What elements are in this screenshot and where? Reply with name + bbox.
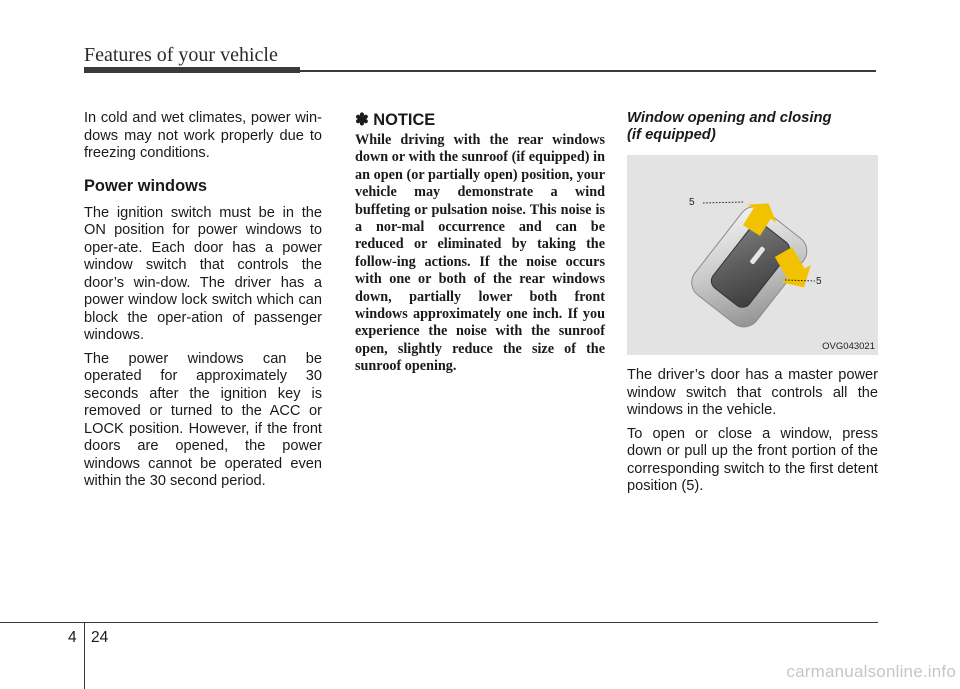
figure-label-top: 5 [689, 197, 695, 208]
subsection-heading-line-2: (if equipped) [627, 126, 716, 143]
subsection-heading [627, 110, 878, 143]
subsection-heading-line-1: Window opening and closing [627, 110, 832, 126]
notice-symbol-icon: ✽ [355, 111, 369, 129]
page-header-title: Features of your vehicle [84, 44, 278, 66]
window-switch-figure [627, 155, 878, 355]
section-heading-power-windows: Power windows [84, 176, 207, 195]
window-switch-illustration [627, 155, 878, 355]
footer-rule-horizontal [0, 622, 878, 623]
header-rule-thick [84, 67, 300, 73]
notice-heading [355, 110, 605, 130]
notice-title: NOTICE [373, 111, 436, 129]
open-close-paragraph: To open or close a window, press down or pull up the front portion of the corresponding switch to the first detent position (5). [627, 425, 878, 494]
column-middle [355, 110, 605, 376]
figure-code: OVG043021 [822, 341, 875, 352]
header-rule-thin [300, 70, 876, 72]
footer-rule-vertical [84, 622, 85, 689]
power-windows-paragraph-2: The power windows can be operated for approximately 30 seconds after the ignition key is removed or turned to the ACC or LOCK position. However, if the front doors are opened, the power windows cannot be operated even within the 30 second period. [84, 350, 322, 489]
notice-body: While driving with the rear windows down or with the sunroof (if equipped) in an open (or partially open) position, your vehicle may demonstrate a wind buffeting or pulsation noise. This noise is a nor-mal occurrence and can be reduced or eliminated by taking the follow-ing actions. If the noise occurs with one or both of the rear windows down, partially lower both front windows approximately one inch. If you experience the noise with the sunroof open, slightly reduce the size of the sunroof opening. [355, 132, 605, 375]
chapter-number: 4 [68, 629, 77, 646]
column-right [627, 110, 878, 502]
intro-paragraph: In cold and wet climates, power win-dows may not work properly due to freezing conditions. [84, 110, 322, 161]
page-number: 24 [91, 629, 109, 646]
column-left [84, 110, 322, 497]
watermark: carmanualsonline.info [786, 662, 956, 681]
power-windows-paragraph-1: The ignition switch must be in the ON position for power windows to oper-ate. Each door has a power window switch that controls the door’s win-dow. The driver has a power window lock switch which can block the oper-ation of passenger windows. [84, 204, 322, 343]
master-switch-paragraph: The driver’s door has a master power window switch that controls all the windows in the vehicle. [627, 367, 878, 418]
figure-label-bottom: 5 [816, 276, 822, 287]
